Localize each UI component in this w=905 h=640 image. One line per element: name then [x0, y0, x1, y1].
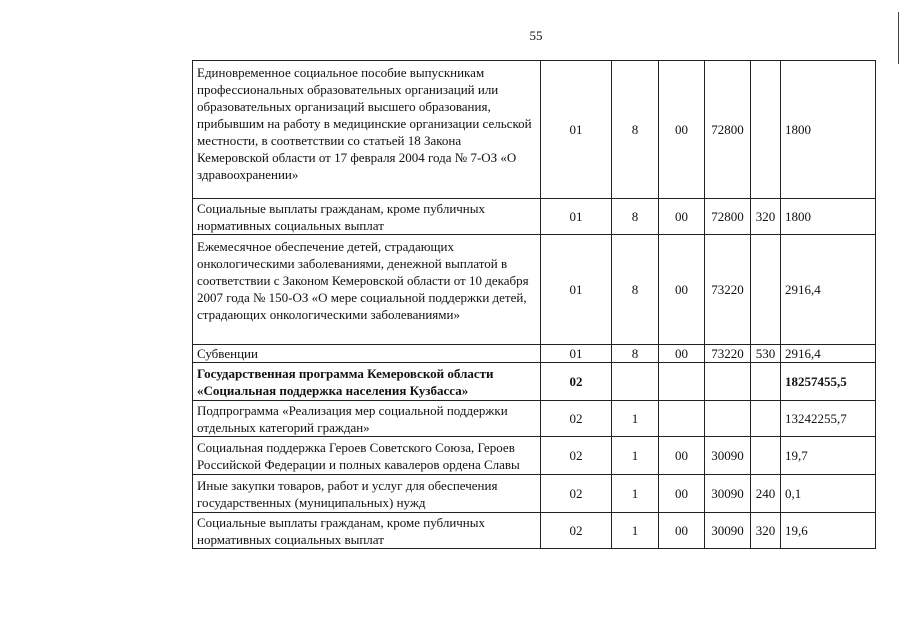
expense-type-code	[751, 235, 781, 345]
direction-code	[659, 401, 705, 437]
table-row	[193, 363, 876, 401]
target-code: 72800	[705, 199, 751, 235]
direction-code: 00	[659, 199, 705, 235]
row-name: Иные закупки товаров, работ и услуг для обеспечения государственных (муниципальных) нужд	[193, 475, 541, 513]
target-code	[705, 401, 751, 437]
expense-type-code	[751, 61, 781, 199]
amount: 1800	[781, 199, 876, 235]
program-code: 01	[541, 345, 612, 363]
amount: 1800	[781, 61, 876, 199]
target-code: 73220	[705, 345, 751, 363]
scan-edge-mark	[898, 12, 899, 64]
budget-table	[192, 60, 876, 549]
direction-code: 00	[659, 61, 705, 199]
program-code: 01	[541, 235, 612, 345]
expense-type-code: 320	[751, 199, 781, 235]
row-name: Социальные выплаты гражданам, кроме публичных нормативных социальных выплат	[193, 513, 541, 549]
program-code: 01	[541, 61, 612, 199]
program-code: 02	[541, 363, 612, 401]
target-code: 30090	[705, 475, 751, 513]
amount: 19,6	[781, 513, 876, 549]
subprogram-code	[612, 363, 659, 401]
row-name: Единовременное социальное пособие выпускникам профессиональных образовательных организаций или образовательных организаций высшего образования, прибывшим на работу в медицинские организации сельской местности, в соответствии со статьей 18 Закона Кемеровской области от 17 февраля 2004 года № 7-ОЗ «О здравоохранении»	[193, 61, 541, 199]
amount: 2916,4	[781, 235, 876, 345]
page-number: 55	[529, 28, 543, 43]
amount: 18257455,5	[781, 363, 876, 401]
row-name: Государственная программа Кемеровской области «Социальная поддержка населения Кузбасса»	[193, 363, 541, 401]
program-code: 01	[541, 199, 612, 235]
amount: 2916,4	[781, 345, 876, 363]
expense-type-code	[751, 363, 781, 401]
subprogram-code: 8	[612, 235, 659, 345]
program-code: 02	[541, 401, 612, 437]
direction-code: 00	[659, 513, 705, 549]
subprogram-code: 8	[612, 199, 659, 235]
row-name: Социальная поддержка Героев Советского Союза, Героев Российской Федерации и полных кавалеров ордена Славы	[193, 437, 541, 475]
table-row	[193, 513, 876, 549]
amount: 13242255,7	[781, 401, 876, 437]
subprogram-code: 1	[612, 513, 659, 549]
row-name: Социальные выплаты гражданам, кроме публичных нормативных социальных выплат	[193, 199, 541, 235]
program-code: 02	[541, 437, 612, 475]
target-code: 30090	[705, 437, 751, 475]
table-row	[193, 235, 876, 345]
program-code: 02	[541, 475, 612, 513]
subprogram-code: 8	[612, 61, 659, 199]
expense-type-code: 240	[751, 475, 781, 513]
row-name: Субвенции	[193, 345, 541, 363]
amount: 19,7	[781, 437, 876, 475]
target-code	[705, 363, 751, 401]
direction-code: 00	[659, 437, 705, 475]
amount: 0,1	[781, 475, 876, 513]
direction-code: 00	[659, 345, 705, 363]
target-code: 30090	[705, 513, 751, 549]
direction-code	[659, 363, 705, 401]
direction-code: 00	[659, 475, 705, 513]
table-row	[193, 401, 876, 437]
direction-code: 00	[659, 235, 705, 345]
table-row	[193, 437, 876, 475]
table-row	[193, 199, 876, 235]
table-row	[193, 475, 876, 513]
subprogram-code: 1	[612, 401, 659, 437]
row-name: Подпрограмма «Реализация мер социальной поддержки отдельных категорий граждан»	[193, 401, 541, 437]
table-row	[193, 61, 876, 199]
subprogram-code: 8	[612, 345, 659, 363]
target-code: 73220	[705, 235, 751, 345]
program-code: 02	[541, 513, 612, 549]
expense-type-code: 320	[751, 513, 781, 549]
row-name: Ежемесячное обеспечение детей, страдающих онкологическими заболеваниями, денежной выплатой в соответствии с Законом Кемеровской области от 10 декабря 2007 года № 150-ОЗ «О мере социальной поддержки детей, страдающих онкологическими заболеваниями»	[193, 235, 541, 345]
subprogram-code: 1	[612, 437, 659, 475]
target-code: 72800	[705, 61, 751, 199]
table-row	[193, 345, 876, 363]
expense-type-code	[751, 401, 781, 437]
expense-type-code: 530	[751, 345, 781, 363]
expense-type-code	[751, 437, 781, 475]
subprogram-code: 1	[612, 475, 659, 513]
